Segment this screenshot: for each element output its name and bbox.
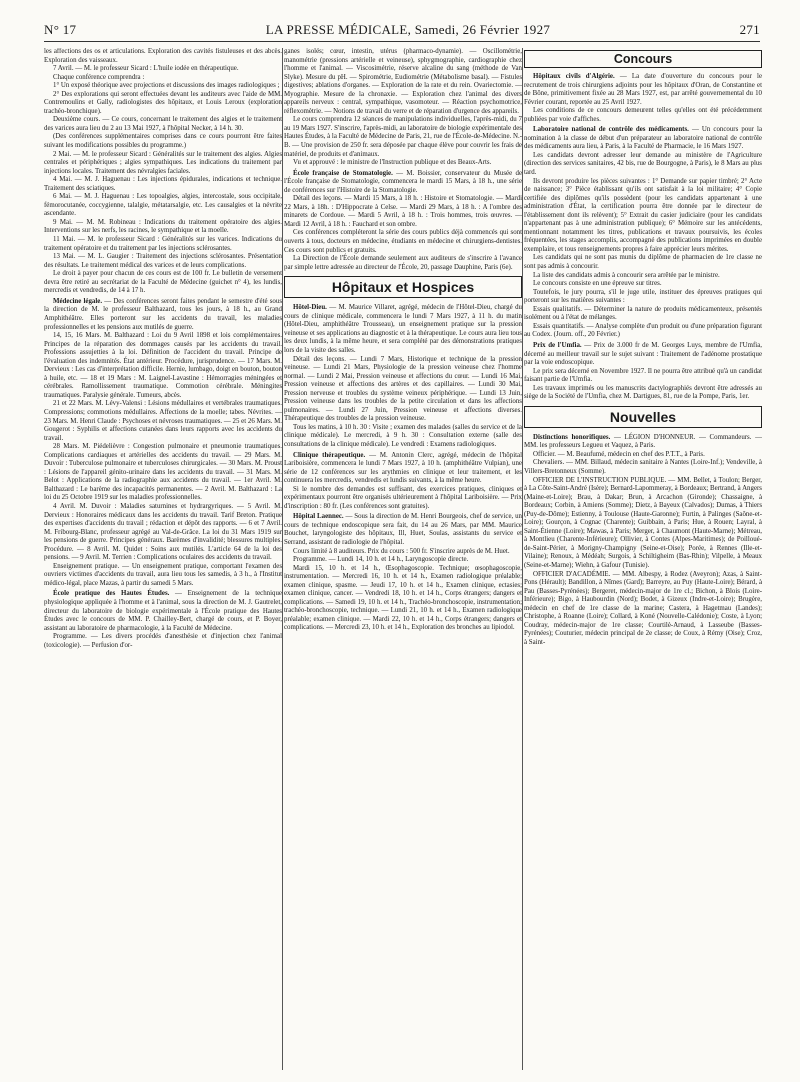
paragraph: 7 Avril. — M. le professeur Sicard : L'huile iodée en thérapeutique. <box>53 65 239 73</box>
column-right <box>524 48 762 1070</box>
column-left <box>44 48 282 1070</box>
paragraph: Ils devront produire les pièces suivantes : 1° Demande sur papier timbré; 2° Acte de naissance; 3° Pièce établissant qu'ils ont satisfait à la loi militaire; 4° Copie certifiée des diplômes qu'ils possèdent (pour les candidats appartenant à une administration d'État, la certification pourra être donnée par le directeur de l'établissement dont ils relèvent); 5° Extrait du casier judiciaire (pour les candidats n'appartenant pas à une administration publique); 6° Mémoire sur les antécédents, mentionnant notamment les titres, publications et travaux poursuivis, les écoles fréquentées, les stages accomplis, accompagné des publications imprimées en double exemplaire, et tous renseignements propres à faire apprécier leurs mérites. <box>524 177 762 253</box>
paragraph: Les travaux imprimés ou les manuscrits dactylographiés devront être adressés au siège de la Société de l'Umfia, chez M. Dartigues, 81, rue de la Pompe, Paris, 1er. <box>524 384 762 401</box>
paragraph: Si le nombre des demandes est suffisant, des exercices pratiques, cliniques et expérimentaux pourront être organisés ultérieurement à l'hôpital Lariboisière. — Prix d'inscription : 80 fr. (Les conférences sont gratuites). <box>284 485 522 510</box>
paragraph: 21 et 22 Mars. M. Lévy-Valensi : Lésions médullaires et vertébrales traumatiques. Compressions; commotions médullaires. Affections de la moelle; tabes. Névrites. — 23 Mars. M. Henri Claude : Psychoses et névroses traumatiques. — 25 et 26 Mars. M. Gougerot : Syphilis et affections cutanées dans leurs rapports avec les accidents du travail. <box>44 400 282 442</box>
paragraph: Essais qualitatifs. — Déterminer la nature de produits médicamenteux, présentés isolément ou à l'état de mélanges. <box>524 305 762 322</box>
section-clinique-therapeutique: Clinique thérapeutique. — M. Antonin Clerc, agrégé, médecin de l'hôpital Lariboisière, commencera le lundi 7 Mars 1927, à 10 h. (amphithéâtre Vulpian), une série de 12 conférences sur les arythmies en clinique et leur traitement, et les continuera les mercredis, vendredis et lundis suivants, à la même heure. <box>284 451 522 485</box>
paragraph: Le droit à payer pour chacun de ces cours est de 100 fr. Le bulletin de versement devra être retiré au secrétariat de la Faculté de Médecine (guichet n° 4), les lundis, mercredis et vendredis, de 14 à 17 h. <box>44 270 282 295</box>
paragraph: Essais quantitatifs. — Analyse complète d'un produit ou d'une préparation figurant au Codex. (Journ. off., 20 Février.) <box>524 322 762 339</box>
paragraph: 1° Un exposé théorique avec projections et discussions des images radiologiques ; <box>53 82 280 90</box>
header-rule <box>44 41 760 42</box>
paragraph: Tous les matins, à 10 h. 30 : Visite ; examen des malades (salles du service et de la clinique médicale). Le mercredi, à 9 h. 30 : Consultation externe (salle des consultations de la clinique médicale). Le vendredi : Examens radiologiques. <box>284 423 522 448</box>
paragraph: 2° Des explorations qui seront effectuées devant les auditeurs avec l'aide de MM. Contremoulins et Gally, radiologistes des hôpitaux, et Louis Leroux (exploration trachéo-bronchique). <box>44 90 282 115</box>
paragraph: 2 Mai. — M. le professeur Sicard : Généralités sur le traitement des algies. Algies centrales et périphériques ; algies sympathiques. Les indications du traitement par injections locales. Traitement des névralgies faciales. <box>44 150 282 175</box>
paragraph: La liste des candidats admis à concourir sera arrêtée par le ministre. <box>533 271 720 279</box>
column-middle <box>284 48 522 1070</box>
paragraph: Ces conférences compléteront la série des cours publics déjà commencés qui sont ouverts à tous, docteurs en médecine, étudiants en médecine et chirurgiens-dentistes. Ces cours sont publics et gratuits. <box>284 229 522 254</box>
paragraph: 9 Mai. — M. M. Robineau : Indications du traitement opératoire des algies. Interventions sur les nerfs, les racines, le sympathique et la moelle. <box>44 218 282 235</box>
section-heading-concours: Concours <box>524 50 762 68</box>
page-number: 271 <box>739 22 760 37</box>
section-hopital-laennec: Hôpital Laennec. — Sous la direction de M. Henri Bourgeois, chef de service, un cours de technique endoscopique sera fait, du 14 au 26 Mars, par MM. Maurice Bouchet, laryngologiste des hôpitaux, Ill, Huet, Soulas, assistants du service et Serrand, assistant de radiologie de l'hôpital. <box>284 513 522 546</box>
paragraph: Les candidats qui ne sont pas munis du diplôme de pharmacien de 1re classe ne sont pas admis à concourir. <box>524 254 762 271</box>
paragraph: 4 Avril. M. Duvoir : Maladies saturnines et hydrargyriques. — 5 Avril. M. Dervieux : Honoraires médicaux dans les accidents du travail. Tarif Breton. Pratique des expertises d'accidents du travail ; rédaction et dépôt des rapports. — 6 et 7 Avril. M. Fribourg-Blanc, professeur agrégé au Val-de-Grâce. La loi du 31 Mars 1919 sur les pensions de guerre. Principes généraux. Barèmes d'invalidité; blessures multiples. Procédure. — 8 Avril. M. Quidet : Soins aux mutilés. L'article 64 de la loi des pensions. — 9 Avril. M. Terrien : Complications oculaires des accidents du travail. <box>44 502 282 562</box>
section-ecole-hautes-etudes: École pratique des Hautes Études. — Enseignement de la technique physiologique appliquée à l'homme et à l'animal, sous la direction de M. J. Gautrelet, directeur du laboratoire de biologie expérimentale à l'École pratique des Hautes Études avec le concours de MM. P. Chailley-Bert, chargé de cours, et P. Boyer, assistant au laboratoire de pharmacologie, à la Faculté de Médecine. <box>44 590 282 632</box>
paragraph: Programme. — Lundi 14, 10 h. et 14 h., Laryngoscopie directe. <box>293 556 469 564</box>
section-heading-hopitaux: Hôpitaux et Hospices <box>284 276 522 298</box>
paragraph: Les conditions de ce concours demeurent telles qu'elles ont été précédemment publiées par voie d'affiches. <box>524 107 762 123</box>
paragraph: OFFICIER D'ACADÉMIE. — MM. Albespy, à Rodez (Aveyron); Azas, à Saint-Pons (Hérault); Bandillon, à Nîmes (Gard); Barreyre, au Puy (Haute-Loire); Bérard, à Pau (Basses-Pyrénées); Bergeret, médecin-major de 1re cl.; Bichon, à Blois (Loire-Inférieure); Bigo, à Haubourdin (Nord); Bodet, à Gizeux (Indre-et-Loire); Brugère, médecin en chef de 1re classe de la marine; Castera, à Hagetmau (Landes); Christophe, à Roanne (Loire); Collard, à Koné (Nouvelle-Calédonie); Coste, à Lyon; Coudray, médecin-major de 1re classe; Courtilè-Arnaud, à Lasseube (Basses-Pyrénées); Couturier, médecin principal de 2e classe; de Coux, à Rémy (Oise); Croz, à Saint- <box>524 570 762 646</box>
paragraph: les affections des os et articulations. Exploration des cavités fistuleuses et des abcès. Exploration des vaisseaux. <box>44 48 282 64</box>
section-hopitaux-algerie: Hôpitaux civils d'Algérie. — La date d'ouverture du concours pour le recrutement de trois chirurgiens adjoints pour les hôpitaux d'Oran, de Constantine et de Bône, primitivement fixée au 28 Mars 1927, est, par arrêté gouvernemental du 10 Février courant, reportée au 25 Avril 1927. <box>524 73 762 106</box>
paragraph: Chaque conférence comprendra : <box>53 73 145 81</box>
paragraph: OFFICIER DE L'INSTRUCTION PUBLIQUE. — MM. Bellet, à Toulon; Berger, à La Côte-Saint-André (Isère); Bernard-Lapommeray, à Bordeaux; Bertrand, à Angers (Maine-et-Loire); Brau, à Dakar; Brun, à Arcachon (Gironde); Chassaigne, à Bordeaux; Corbin, à Amiens (Somme); Dietz, à Bayeux (Calvados); Dumas, à Thiers (Puy-de-Dôme); Estienny, à Toulouse (Haute-Garonne); Furtin, à Palinges (Saône-et-Loire); Gourçon, à Cognac (Charente); Guibbain, à Paris; Hue, à Rouen; Layral, à Saint-Étienne (Loire); Mawas, à Paris; Merger, à Chaumont (Haute-Marne); Métreau, à Montlieu (Charente-Inférieure); Ollivier, à Contes (Alpes-Maritimes); de Poilloué-de-Saint-Périer, à Morigny-Champigny (Seine-et-Oise); Porée, à Rennes (Ille-et-Vilaine); Renoux, à Médéah; Surgois, à Schiltigheim (Bas-Rhin); Vilpelle, à Meaux (Seine-et-Marne); Wiehn, à Gafour (Tunisie). <box>524 476 762 569</box>
paragraph: Programme. — Les divers procédés d'anesthésie et d'injection chez l'animal (toxicologie). — Perfusion d'or- <box>44 633 282 649</box>
paragraph: 14, 15, 16 Mars. M. Balthazard : Loi du 9 Avril 1898 et lois complémentaires. Principes de la réparation des dommages causés par les accidents du travail. Professions assujetties à la loi. Définition de l'accident du travail. Principe de l'évaluation des indemnités. État antérieur. Procédure, jurisprudence. — 17 Mars. M. Dervieux : Les cas d'interprétation difficile. Hernie, lumbago, doigt en bouton, bouton à huile, etc. — 18 et 19 Mars : M. Laignel-Lavastine : Hémorragies méningées et cérébrales. Ramollissement traumatique. Commotion cérébrale. Méningites traumatiques. Paralysie générale. Tumeurs, abcès. <box>44 332 282 399</box>
section-hotel-dieu: Hôtel-Dieu. — M. Maurice Villaret, agrégé, médecin de l'Hôtel-Dieu, chargé du cours de clinique médicale, commencera le lundi 7 Mars 1927, à 11 h. du matin (Hôtel-Dieu, amphithéâtre Trousseau), un enseignement pratique sur la pression veineuse et ses applications au diagnostic et à la thérapeutique. Le cours aura lieu tous les deux lundis, à la même heure, et sera complété par des démonstrations pratiques lors de la visite des salles. <box>284 304 522 354</box>
paragraph: Chevaliers. — MM. Billaud, médecin sanitaire à Nantes (Loire-Inf.); Vendeville, à Villers-Bretonneux (Somme). <box>524 459 762 475</box>
column-divider <box>522 48 523 1070</box>
section-laboratoire-national: Laboratoire national de contrôle des médicaments. — Un concours pour la nomination à la classe de début d'un préparateur au laboratoire national de contrôle des médicaments aura lieu, à Paris, à la Faculté de Pharmacie, le 16 Mars 1927. <box>524 126 762 151</box>
paragraph: (Des conférences supplémentaires comprises dans ce cours pourront être faites suivant les modifications possibles du programme.) <box>44 133 282 150</box>
section-distinctions: Distinctions honorifiques. — LÉGION D'HONNEUR. — Commandeurs. — MM. les professeurs Legueu et Vaquez, à Paris. <box>524 433 762 450</box>
paragraph: ganes isolés; cœur, intestin, utérus (pharmaco-dynamie). — Oscillométrie, manométrie (pressions artérielle et veineuse), sphygmographie, cardiographie chez l'homme et l'animal. — Viscosimétrie, réserve alcaline du sang (méthode de Van Slyke). Mesure du pH. — Spirométrie, Eudiométrie (Métabolisme basal). — Fistules digestives; ablations d'organes. — Exploration de la rate et du rein. Ovariectomie. — Myographie. Mesure de la chronaxie. — Exploration chez l'animal des divers appareils nerveux : central, sympathique, vasomoteur. — Réaction psychomotrice, réflexomètrie. — Notions de travail du verre et de réparation d'urgence des appareils. <box>284 48 522 115</box>
paragraph: 11 Mai. — M. le professeur Sicard : Généralités sur les varices. Indications du traitement opératoire et du traitement par les injections sclérosantes. <box>44 236 282 252</box>
paragraph: Mardi 15, 10 h. et 14 h., Œsophagoscopie. Technique; œsophagoscopie, instrumentation. — Mercredi 16, 10 h. et 14 h., Examen radiologique préalable; examen clinique, spasme. — Jeudi 17, 10 h. et 14 h., Examen clinique, ectasies; examen clinique, cancer. — Vendredi 18, 10 h. et 14 h., Corps étrangers; dangers et complications. — Samedi 19, 10 h. et 14 h., Trachéo-bronchoscopie, instrumentation; trachéo-bronchoscopie, technique. — Lundi 21, 10 h. et 14 h., Examen radiologique préalable; examen clinique. — Mardi 22, 10 h. et 14 h., Corps étrangers; dangers et complications. — Mercredi 23, 10 h. et 14 h., Exploration des bronches au lipiodol. <box>284 564 522 632</box>
section-medecine-legale: Médecine légale. — Des conférences seront faites pendant le semestre d'été sous la direction de M. le professeur Balthazard, tous les jours, à 18 h., au Grand Amphithéâtre. Elles porteront sur les accidents du travail, les maladies professionnelles et les pensions aux mutilés de guerre. <box>44 297 282 331</box>
paragraph: La Direction de l'École demande seulement aux auditeurs de s'inscrire à l'avance par simple lettre adressée au directeur de l'École, 20, passage Dauphine, Paris (6e). <box>284 255 522 271</box>
section-stomatologie: École française de Stomatologie. — M. Boissier, conservateur du Musée de l'École française de Stomatologie, commencera le mardi 15 Mars, à 18 h., une série de conférences sur l'Histoire de la Stomatologie. <box>284 169 522 194</box>
column-divider <box>282 48 283 1070</box>
journal-title: LA PRESSE MÉDICALE, Samedi, 26 Février 1927 <box>265 22 551 37</box>
paragraph: Cours limité à 8 auditeurs. Prix du cours : 500 fr. S'inscrire auprès de M. Huet. <box>293 547 510 555</box>
section-heading-nouvelles: Nouvelles <box>524 406 762 428</box>
paragraph: 13 Mai. — M. L. Gaugier : Traitement des injections sclérosantes. Présentation des résultats. Le traitement médical des varices et de leurs complications. <box>44 253 282 269</box>
paragraph: Le prix sera décerné en Novembre 1927. Il ne pourra être attribué qu'à un candidat faisant partie de l'Umfia. <box>524 367 762 384</box>
paragraph: Toutefois, le jury pourra, s'il le juge utile, instituer des épreuves pratiques qui porteront sur les matières suivantes : <box>524 288 762 305</box>
section-prix-umfia: Prix de l'Umfia. — Prix de 3.000 fr de M. Georges Luys, membre de l'Umfia, décerné au meilleur travail sur le sujet suivant : Traitement de l'adénome prostatique par la voie endoscopique. <box>524 341 762 367</box>
paragraph: 28 Mars. M. Piédelièvre : Congestion pulmonaire et pneumonie traumatiques. Complications cardiaques et artérielles des accidents du travail. — 29 Mars. M. Duvoir : Tuberculose pulmonaire et tuberculoses chirurgicales. — 30 Mars. M. Proust : Lésions de l'appareil génito-urinaire dans les accidents du travail. — 31 Mars. M. Belot : Applications de la radiographie aux accidents du travail. — 1er Avril. M. Balthazard : Le barème des incapacités permanentes. — 2 Avril. M. Balthazard : La loi du 25 Octobre 1919 sur les maladies professionnelles. <box>44 443 282 502</box>
paragraph: Détail des leçons. — Mardi 15 Mars, à 18 h. : Histoire et Stomatologie. — Mardi 22 Mars, à 18h. : D'Hippocrate à Celse. — Mardi 29 Mars, à 18 h. : A l'ombre des minarets de Cordoue. — Mardi 5 Avril, à 18 h. : Trois hommes, trois œuvres. — Mardi 12 Avril, à 18 h. : Fauchard et son ombre. <box>284 195 522 228</box>
paragraph: Détail des leçons. — Lundi 7 Mars, Historique et technique de la pression veineuse. — Lundi 21 Mars, Physiologie de la pression veineuse chez l'homme normal. — Lundi 2 Mai, Pression veineuse et affections du cœur. — Lundi 16 Mai, Pression veineuse et affections des artères et des capillaires. — Lundi 30 Mai, Pression nerveuse et troubles du système veineux périphérique. — Lundi 13 Juin, Pression veineuse dans les troubles de la petite circulation et dans les affections pulmonaires. — Lundi 27 Juin, Pression veineuse et affections diverses. Thérapeutique des troubles de la pression veineuse. <box>284 355 522 423</box>
paragraph: 4 Mai. — M. J. Haguenau : Les injections épidurales, indications et technique. Traitement des sciatiques. <box>44 176 282 192</box>
paragraph: Enseignement pratique. — Un enseignement pratique, comportant l'examen des ouvriers victimes d'accidents du travail, aura lieu tous les samedis, à 3 h., à l'Institut médico-légal, place Mazas, à partir du samedi 5 Mars. <box>44 562 282 587</box>
issue-number: N° 17 <box>44 22 77 37</box>
paragraph: Deuxième cours. — Ce cours, concernant le traitement des algies et le traitement des varices aura lieu du 2 au 13 Mai 1927, à l'hôpital Necker, à 14 h. 30. <box>44 116 282 132</box>
paragraph: 6 Mai. — M. J. Haguenau : Les topoalgies, algies, intercostale, sous occipitale, fémorocutanée, coccygienne, talalgie, métatarsalgie, etc. Les causalgies et la névrite ascendante. <box>44 193 282 218</box>
paragraph: Le cours comprendra 12 séances de manipulations individuelles, l'après-midi, du 7 au 19 Mars 1927. S'inscrire, l'après-midi, au laboratoire de biologie expérimentale des Hautes Études, à la Faculté de Médecine de Paris, 21, rue de l'École-de-Médecine. N.-B. — Une provision de 250 fr. sera déposée par chaque élève pour couvrir les frais de matériel, de produits et d'animaux. <box>284 116 522 158</box>
paragraph: Le concours consiste en une épreuve sur titres. <box>533 280 662 288</box>
page-header <box>44 22 760 38</box>
paragraph: Officier. — M. Beaufumé, médecin en chef des P.T.T., à Paris. <box>533 450 705 458</box>
paragraph: Vu et approuvé : le ministre de l'Instruction publique et des Beaux-Arts. <box>293 159 492 167</box>
paragraph: Les candidats devront adresser leur demande au ministère de l'Agriculture (direction des services sanitaires, 42 bis, rue de Bourgogne, à Paris), le 8 Mars au plus tard. <box>524 151 762 177</box>
